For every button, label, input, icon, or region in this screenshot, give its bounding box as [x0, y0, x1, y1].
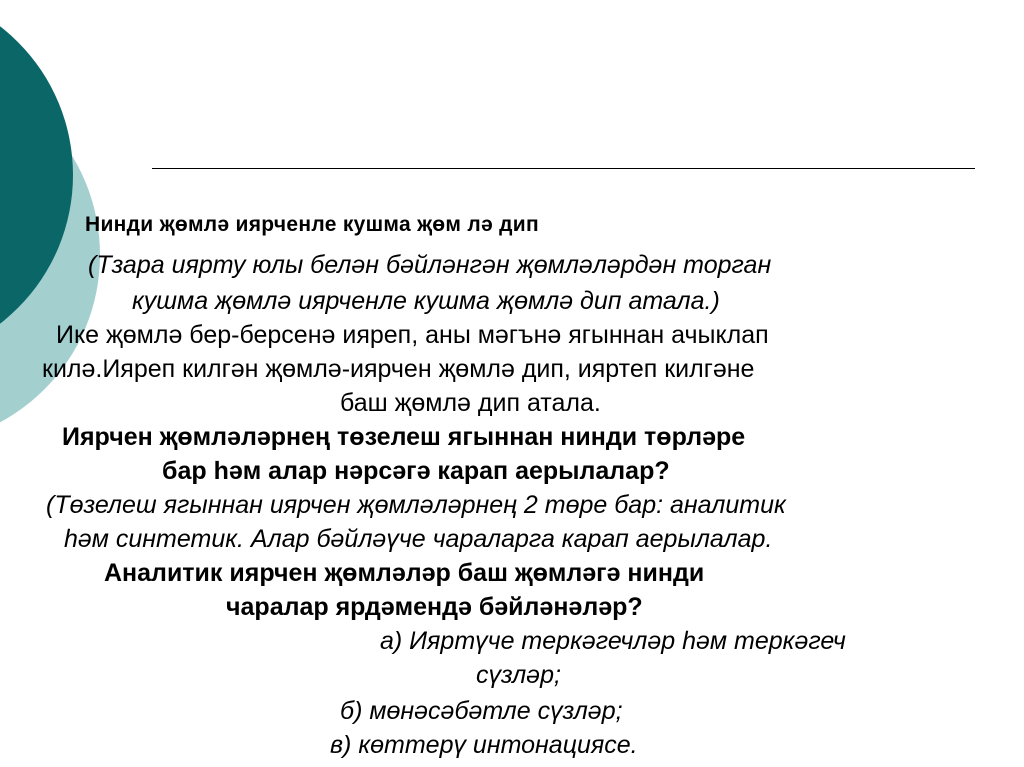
body-line: в) көттерү интонациясе. [330, 731, 638, 759]
body-line: килә.Ияреп килгән җөмлә-иярчен җөмлә дип, ияртеп килгәне [42, 355, 755, 383]
body-line: һәм синтетик. Алар бәйләүче чараларга карап аерылалар. [64, 525, 773, 553]
body-line: Аналитик иярчен җөмләләр баш җөмләгә нинди [104, 559, 705, 587]
body-line: (Төзелеш ягыннан иярчен җөмләләрнең 2 төре бар: аналитик [46, 491, 786, 519]
body-line: а) Ияртүче теркәгечләр һәм теркәгеч [380, 627, 846, 655]
slide-title: Нинди җөмлә иярченле кушма җөм лә дип [85, 213, 539, 236]
body-line: чаралар ярдәмендә бәйләнәләр? [226, 593, 643, 621]
body-line: б) мөнәсәбәтле сүзләр; [340, 697, 623, 725]
body-line: Иярчен җөмләләрнең төзелеш ягыннан нинди төрләре [62, 423, 746, 451]
body-line: (Тзара иярту юлы белән бәйләнгән җөмләләрдән торган [88, 251, 772, 279]
body-line: бар һәм алар нәрсәгә карап аерылалар? [162, 457, 670, 485]
body-line: кушма җөмлә иярченле кушма җөмлә дип атала.) [132, 287, 720, 315]
body-line: сүзләр; [476, 661, 561, 689]
body-line: Ике җөмлә бер-берсенә ияреп, аны мәгънә ягыннан ачыклап [56, 321, 769, 349]
horizontal-rule [152, 168, 975, 169]
body-line: баш җөмлә дип атала. [340, 389, 601, 417]
